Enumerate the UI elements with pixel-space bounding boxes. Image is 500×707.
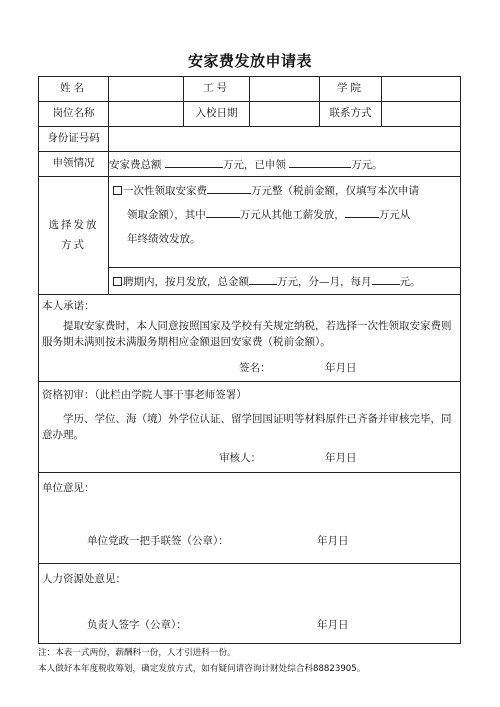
row-post-info — [39, 102, 461, 127]
row-pledge — [39, 295, 461, 382]
unit-date: 年月日 — [317, 535, 349, 547]
staff-id-field[interactable] — [250, 77, 320, 102]
total-amount-blank[interactable] — [165, 156, 223, 168]
monthly-amount-blank[interactable] — [372, 273, 400, 285]
year-end-amount-blank[interactable] — [345, 206, 379, 218]
hr-opinion-heading: 人力资源处意见： — [42, 573, 126, 585]
review-date: 年月日 — [325, 452, 357, 464]
monthly-checkbox[interactable] — [113, 277, 122, 286]
entry-date-field[interactable] — [250, 102, 320, 127]
page-title: 安家费发放申请表 — [187, 52, 312, 70]
qualification-review-section — [39, 382, 461, 473]
entry-date-label: 入校日期 — [184, 102, 250, 127]
review-heading: 资格初审：（此栏由学院人事干事老师签署） — [42, 389, 247, 401]
id-card-field[interactable] — [109, 127, 461, 152]
post-name-label: 岗位名称 — [39, 102, 109, 127]
monthly-option: 聘期内，按月发放，总金额 万元，分—月，每月 元。 — [109, 268, 461, 295]
name-field[interactable] — [109, 77, 184, 102]
payment-method-label: 选择发放方式 — [39, 177, 109, 295]
row-id-card — [39, 127, 461, 152]
row-unit-opinion — [39, 473, 461, 564]
pledge-date: 年月日 — [325, 362, 357, 374]
pledge-body: 提取安家费时，本人同意按照国家及学校有关规定纳税，若选择一次性领取安家费则服务期未满则按未满服务期相应金额退回安家费（税前金额）。 — [42, 320, 452, 349]
footnote-tax: 本人做好本年度税收筹划，确定发放方式，如有疑问请咨询计财处综合科88823905。 — [38, 664, 366, 674]
post-name-field[interactable] — [109, 102, 184, 127]
hr-date: 年月日 — [317, 619, 349, 631]
pledge-section — [39, 295, 461, 382]
row-method-option-1 — [39, 177, 461, 268]
pledge-heading: 本人承诺： — [42, 300, 95, 312]
row-basic-info — [39, 77, 461, 102]
lump-sum-option: 一次性领取安家费 万元整（税前金额，仅填写本次申请 领取金额），其中 万元从其他工薪发放， 万元从 年终绩效发放。 — [109, 177, 461, 268]
lump-sum-checkbox[interactable] — [113, 186, 122, 195]
college-field[interactable] — [382, 77, 461, 102]
name-label: 姓名 — [39, 77, 109, 102]
row-review — [39, 382, 461, 473]
hr-signature-label: 负责人签字（公章）： — [87, 619, 187, 631]
reviewer-label: 审核人： — [219, 452, 261, 464]
contact-label: 联系方式 — [320, 102, 382, 127]
hr-opinion-section — [39, 564, 461, 644]
other-salary-amount-blank[interactable] — [206, 206, 240, 218]
unit-opinion-heading: 单位意见： — [42, 482, 95, 494]
unit-opinion-section — [39, 473, 461, 564]
unit-signature-label: 单位党政一把手联签（公章）： — [87, 535, 229, 547]
monthly-total-blank[interactable] — [249, 273, 277, 285]
contact-field[interactable] — [382, 102, 461, 127]
college-label: 学院 — [320, 77, 382, 102]
row-hr-opinion — [39, 564, 461, 644]
row-application-status — [39, 152, 461, 177]
id-card-label: 身份证号码 — [39, 127, 109, 152]
review-body: 学历、学位、海（境）外学位认证、留学回国证明等材料原件已齐备并审核完毕，同意办理。 — [42, 413, 452, 442]
application-form-table — [38, 76, 461, 644]
application-status-text: 安家费总额 万元，已申领 万元。 — [109, 152, 461, 177]
application-status-label: 申领情况 — [39, 152, 109, 177]
pledge-signature-label: 签名： — [239, 362, 271, 374]
footnote-copies: 注：本表一式两份，薪酬科一份，人才引进科一份。 — [38, 648, 236, 658]
claimed-amount-blank[interactable] — [289, 156, 351, 168]
staff-id-label: 工号 — [184, 77, 250, 102]
lump-sum-amount-blank[interactable] — [207, 182, 251, 194]
